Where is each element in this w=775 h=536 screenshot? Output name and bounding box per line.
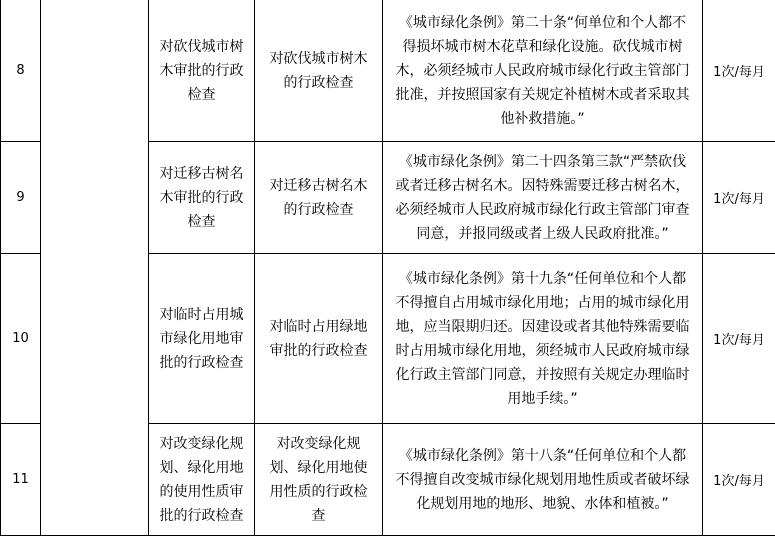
inspection-content: 对迁移古树名木的行政检查 bbox=[255, 142, 383, 254]
row-number: 11 bbox=[1, 424, 41, 536]
inspection-frequency: 1次/每月 bbox=[703, 0, 775, 142]
inspection-content: 对改变绿化规划、绿化用地使用性质的行政检查 bbox=[255, 424, 383, 536]
inspection-content: 对砍伐城市树木的行政检查 bbox=[255, 0, 383, 142]
legal-basis: 《城市绿化条例》第十九条“任何单位和个人都不得擅自占用城市绿化用地；占用的城市绿化用地，应当限期归还。因建设或者其他特殊需要临时占用城市绿化用地，须经城市人民政府城市绿化行政主管部门同意，并按照有关规定办理临时用地手续。” bbox=[383, 254, 703, 424]
merged-blank-cell bbox=[41, 0, 149, 536]
inspection-item: 对迁移古树名木审批的行政检查 bbox=[149, 142, 255, 254]
legal-basis: 《城市绿化条例》第二十条“何单位和个人都不得损坏城市树木花草和绿化设施。砍伐城市树木，必须经城市人民政府城市绿化行政主管部门批准，并按照国家有关规定补植树木或者采取其他补救措施。” bbox=[383, 0, 703, 142]
row-number: 8 bbox=[1, 0, 41, 142]
row-number: 9 bbox=[1, 142, 41, 254]
inspection-item: 对临时占用城市绿化用地审批的行政检查 bbox=[149, 254, 255, 424]
inspection-frequency: 1次/每月 bbox=[703, 254, 775, 424]
legal-basis: 《城市绿化条例》第十八条“任何单位和个人都不得擅自改变城市绿化规划用地性质或者破坏绿化规划用地的地形、地貌、水体和植被。” bbox=[383, 424, 703, 536]
legal-basis: 《城市绿化条例》第二十四条第三款“严禁砍伐或者迁移古树名木。因特殊需要迁移古树名木，必须经城市人民政府城市绿化行政主管部门审查同意，并报同级或者上级人民政府批准。” bbox=[383, 142, 703, 254]
inspection-item: 对改变绿化规划、绿化用地的使用性质审批的行政检查 bbox=[149, 424, 255, 536]
inspection-frequency: 1次/每月 bbox=[703, 424, 775, 536]
table-row bbox=[1, 0, 775, 142]
inspection-frequency: 1次/每月 bbox=[703, 142, 775, 254]
inspection-item: 对砍伐城市树木审批的行政检查 bbox=[149, 0, 255, 142]
inspection-content: 对临时占用绿地审批的行政检查 bbox=[255, 254, 383, 424]
row-number: 10 bbox=[1, 254, 41, 424]
